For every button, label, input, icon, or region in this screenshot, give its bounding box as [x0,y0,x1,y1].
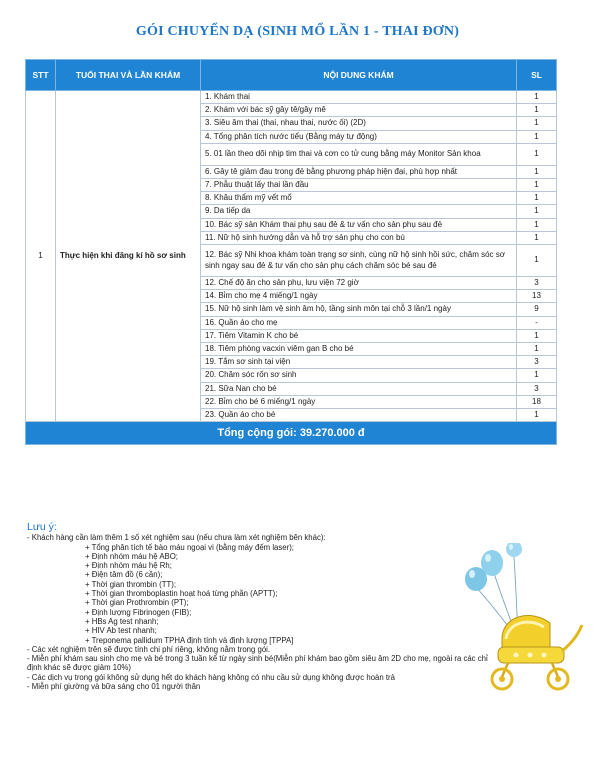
quantity-cell: 1 [517,205,557,218]
notes-section [27,523,497,691]
service-content-cell: 17. Tiêm Vitamin K cho bé [201,329,517,342]
test-item: + Định lượng Fibrinogen (FIB); [85,607,192,617]
quantity-cell: 1 [517,130,557,143]
test-item: + Tổng phân tích tế bào máu ngoại vi (bằng máy đếm laser); [85,542,294,552]
service-content-cell: 4. Tổng phân tích nước tiểu (Bằng máy tự động) [201,130,517,143]
quantity-cell: 3 [517,277,557,290]
quantity-cell: 1 [517,343,557,356]
service-content-cell: 1. Khám thai [201,91,517,104]
service-content-cell: 21. Sữa Nan cho bé [201,382,517,395]
note-item: - Miễn phí khám sau sinh cho mẹ và bé trong 3 tuần kể từ ngày sinh bé(Miễn phí khám bao gồm siêu âm 2D cho mẹ, ngoài ra các chỉ định khác sẽ được giảm 10%) [27,654,488,673]
quantity-cell: 1 [517,165,557,178]
quantity-cell: 1 [517,104,557,117]
header-age: TUỔI THAI VÀ LẦN KHÁM [56,60,201,91]
service-content-cell: 12. Bác sỹ Nhi khoa khám toàn trạng sơ sinh, cùng nữ hộ sinh hồi sức, chăm sóc sơ sinh ngay sau đẻ & tư vấn cho sản phụ cách chăm sóc bé sau đẻ [201,245,517,277]
service-content-cell: 18. Tiêm phòng vacxin viêm gan B cho bé [201,343,517,356]
test-item: + Treponema pallidum TPHA định tính và định lượng [TPPA] [85,635,294,645]
service-content-cell: 10. Bác sỹ sản Khám thai phụ sau đẻ & tư vấn cho sản phụ sau đẻ [201,218,517,231]
quantity-cell: 1 [517,329,557,342]
test-item: + Thời gian thromboplastin hoạt hoá từng phần (APTT); [85,589,278,599]
service-content-cell: 2. Khám với bác sỹ gây tê/gây mê [201,104,517,117]
note-item: - Miễn phí giường và bữa sáng cho 01 người thân [27,682,201,692]
extra-notes [27,645,497,691]
quantity-cell: 1 [517,231,557,244]
table-header-row [26,60,557,91]
quantity-cell: 1 [517,409,557,422]
service-content-cell: 9. Da tiếp da [201,205,517,218]
quantity-cell: 1 [517,218,557,231]
service-content-cell: 22. Bỉm cho bé 6 miếng/1 ngày [201,395,517,408]
header-sl: SL [517,60,557,91]
quantity-cell: 1 [517,117,557,130]
quantity-cell: 1 [517,143,557,165]
service-content-cell: 14. Bỉm cho mẹ 4 miếng/1 ngày [201,290,517,303]
service-content-cell: 8. Khâu thẩm mỹ vết mổ [201,192,517,205]
header-stt: STT [26,60,56,91]
stt-cell: 1 [26,91,56,422]
visit-timing-cell: Thực hiện khi đăng kí hồ sơ sinh [56,91,201,422]
notes-title: Lưu ý: [27,521,57,533]
table-row [26,91,557,104]
quantity-cell: 3 [517,356,557,369]
service-content-cell: 5. 01 lần theo dõi nhịp tim thai và cơn co tử cung bằng máy Monitor Sản khoa [201,143,517,165]
test-item: + Thời gian Prothrombin (PT); [85,598,189,608]
quantity-cell: 3 [517,382,557,395]
test-item: + HBs Ag test nhanh; [85,616,159,626]
test-item: + HIV Ab test nhanh; [85,626,157,636]
note-item: - Các xét nghiệm trên sẽ được tính chi phí riêng, không nằm trong gói. [27,644,271,654]
baby-stroller-balloons-illustration [462,543,590,691]
quantity-cell: 18 [517,395,557,408]
test-item: + Định nhóm máu hệ Rh; [85,561,172,571]
notes-intro: - Khách hàng cần làm thêm 1 số xét nghiệm sau (nếu chưa làm xét nghiệm bên khác): [27,533,326,543]
quantity-cell: 1 [517,179,557,192]
total-price: Tổng cộng gói: 39.270.000 đ [26,422,557,445]
service-content-cell: 23. Quần áo cho bé [201,409,517,422]
service-content-cell: 15. Nữ hộ sinh làm vệ sinh âm hộ, tầng sinh môn tại chỗ 3 lần/1 ngày [201,303,517,316]
quantity-cell: 9 [517,303,557,316]
note-item: - Các dịch vụ trong gói không sử dụng hết do khách hàng không có nhu cầu sử dụng không được hoàn trả [27,672,395,682]
quantity-cell: 1 [517,91,557,104]
package-table [25,59,557,445]
service-content-cell: 20. Chăm sóc rốn sơ sinh [201,369,517,382]
service-content-cell: 19. Tắm sơ sinh tại viện [201,356,517,369]
header-content: NỘI DUNG KHÁM [201,60,517,91]
service-content-cell: 6. Gây tê giảm đau trong đẻ bằng phương pháp hiện đại, phù hợp nhất [201,165,517,178]
service-content-cell: 12. Chế độ ăn cho sản phụ, lưu viện 72 giờ [201,277,517,290]
service-content-cell: 7. Phẫu thuật lấy thai lần đầu [201,179,517,192]
quantity-cell: 1 [517,369,557,382]
service-content-cell: 3. Siêu âm thai (thai, nhau thai, nước ối) (2D) [201,117,517,130]
test-item: + Định nhóm máu hệ ABO; [85,551,178,561]
page-title: GÓI CHUYỂN DẠ (SINH MỔ LẦN 1 - THAI ĐƠN) [135,24,460,39]
service-content-cell: 16. Quần áo cho mẹ [201,316,517,329]
quantity-cell: 13 [517,290,557,303]
quantity-cell: 1 [517,192,557,205]
total-row [26,422,557,445]
quantity-cell: - [517,316,557,329]
stroller-icon [492,616,582,689]
test-item: + Điện tâm đồ (6 cần); [85,570,163,580]
test-item: + Thời gian thrombin (TT); [85,579,176,589]
quantity-cell: 1 [517,245,557,277]
service-content-cell: 11. Nữ hộ sinh hướng dẫn và hỗ trợ sản phụ cho con bú [201,231,517,244]
test-list [27,543,497,645]
